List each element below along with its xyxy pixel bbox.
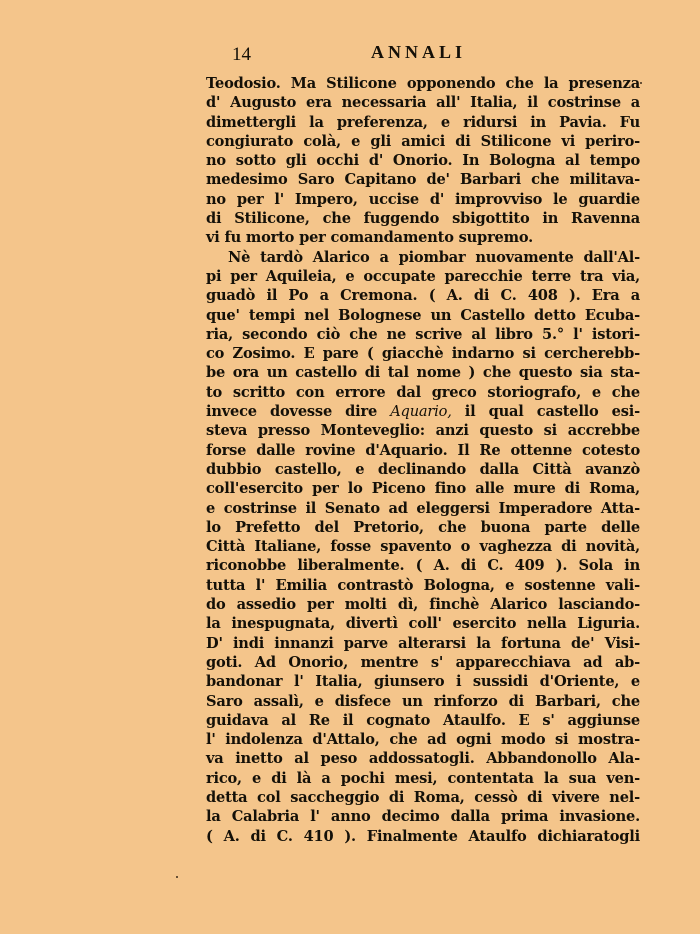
page-number: 14 [232, 44, 251, 65]
text-line: no sotto gli occhi d' Onorio. In Bologna al tempo [206, 152, 640, 170]
text-line: riconobbe liberalmente. ( A. di C. 409 ). Sola in [206, 557, 640, 575]
text-line: l' indolenza d'Attalo, che ad ogni modo si mostra- [206, 731, 640, 749]
text-line: rico, e di là a pochi mesi, contentata la sua ven- [206, 769, 640, 787]
text-line: guidava al Re il cognato Ataulfo. E s' aggiunse [206, 711, 640, 729]
body-text [206, 74, 640, 846]
text-line: e costrinse il Senato ad eleggersi Imperadore Atta- [206, 499, 640, 517]
text-line: D' indi innanzi parve alterarsi la fortuna de' Visi- [206, 634, 640, 652]
text-line: ( A. di C. 410 ). Finalmente Ataulfo dichiaratogli [206, 827, 640, 845]
text-line: dubbio castello, e declinando dalla Città avanzò [206, 460, 640, 478]
text-line: tutta l' Emilia contrastò Bologna, e sostenne vali- [206, 576, 640, 594]
text-line: di Stilicone, che fuggendo sbigottito in Ravenna [206, 210, 640, 228]
text-line: co Zosimo. E pare ( giacchè indarno si cercherebb- [206, 345, 640, 363]
text-line: dimettergli la preferenza, e ridursi in Pavia. Fu [206, 113, 640, 131]
text-line: steva presso Monteveglio: anzi questo si accrebbe [206, 422, 640, 440]
text-line: ria, secondo ciò che ne scrive al libro 5.° l' istori- [206, 325, 640, 343]
text-line: Saro assalì, e disfece un rinforzo di Barbari, che [206, 692, 640, 710]
text-line-part: invece dovesse dire [206, 403, 391, 421]
text-line: pi per Aquileia, e occupate parecchie terre tra via, [206, 267, 640, 285]
text-line: goti. Ad Onorio, mentre s' apparecchiava ad ab- [206, 653, 640, 671]
text-line: Nè tardò Alarico a piombar nuovamente dall'Al- [228, 248, 640, 266]
text-line: Città Italiane, fosse spavento o vaghezza di novità, [206, 538, 640, 556]
paper-speck [176, 876, 178, 878]
text-line: be ora un castello di tal nome ) che questo sia sta- [206, 364, 640, 382]
text-line: guadò il Po a Cremona. ( A. di C. 408 ). Era a [206, 287, 640, 305]
text-line: Teodosio. Ma Stilicone opponendo che la presenza [206, 75, 640, 92]
text-line: forse dalle rovine d'Aquario. Il Re ottenne cotesto [206, 441, 640, 459]
text-line: lo Prefetto del Pretorio, che buona parte delle [206, 518, 640, 536]
text-line: coll'esercito per lo Piceno fino alle mure di Roma, [206, 480, 640, 498]
paper-speck [640, 82, 642, 84]
text-line: no per l' Impero, uccise d' improvviso le guardie [206, 190, 640, 208]
text-line: la inespugnata, divertì coll' esercito nella Liguria. [206, 615, 640, 633]
text-line: medesimo Saro Capitano de' Barbari che militava- [206, 171, 640, 189]
text-line: do assedio per molti dì, finchè Alarico lasciando- [206, 596, 640, 614]
text-line: d' Augusto era necessaria all' Italia, il costrinse a [206, 94, 640, 112]
text-line: va inetto al peso addossatogli. Abbandonollo Ala- [206, 750, 640, 768]
italic-word: Aquario, [390, 403, 452, 421]
text-line: detta col saccheggio di Roma, cessò di vivere nel- [206, 788, 640, 806]
text-line: vi fu morto per comandamento supremo. [206, 229, 534, 247]
text-line-part: il qual castello esi- [451, 403, 640, 421]
text-line: bandonar l' Italia, giunsero i sussidi d'Oriente, e [206, 673, 640, 691]
text-line [206, 402, 640, 421]
text-line: to scritto con errore dal greco storiografo, e che [206, 383, 640, 401]
running-title: ANNALI [371, 42, 467, 62]
text-line: que' tempi nel Bolognese un Castello detto Ecuba- [206, 306, 640, 324]
text-line: congiurato colà, e gli amici di Stilicone vi periro- [206, 132, 640, 150]
text-line: la Calabria l' anno decimo dalla prima invasione. [206, 808, 640, 826]
